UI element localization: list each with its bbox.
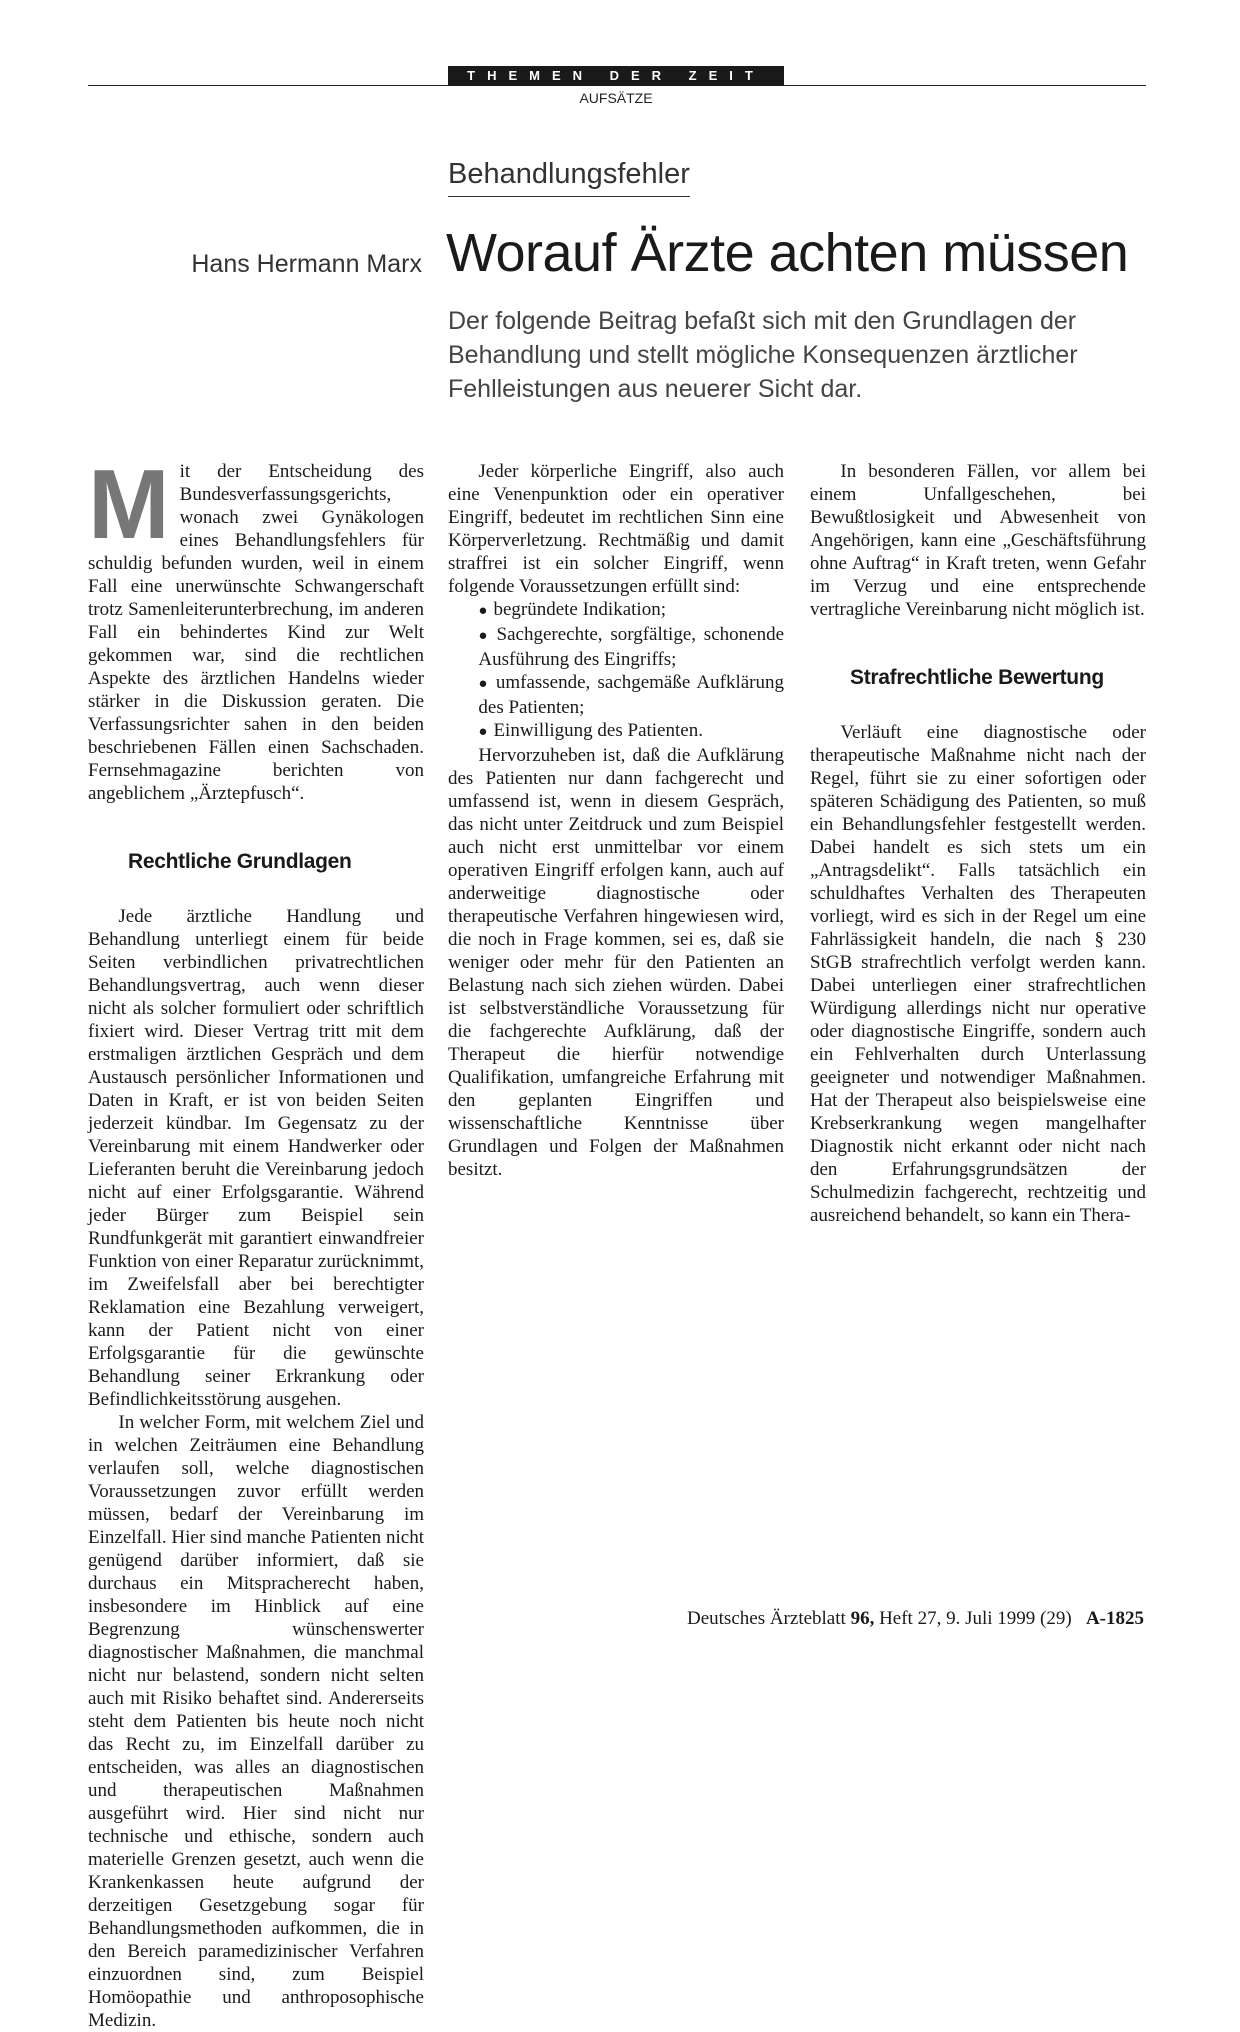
paragraph-cont-1: In welcher Form, mit welchem Ziel und in welchen Zeiträumen eine Behandlung verlaufen soll, welche diagnostischen Voraussetzungen zuvor erfüllt werden müssen, bedarf der Vereinbarung im Einzelfall. Hier sind manche Patienten nicht genügend darüber informiert, daß sie durchaus ein Mitspracherecht haben, insbesondere im Hinblick auf eine Begrenzung wünschenswerter diagnostischer Maßnahmen, die manchmal nicht nur belastend, sondern nicht selten auch mit Risiko behaftet sind. Andererseits steht dem Patienten bis heute noch nicht das Recht zu, im Einzelfall darüber zu entscheiden, was alles an diagnostischen und therapeutischen Maßnahmen ausgeführt wird. Hier sind nicht nur technische und ethische, sondern auch materielle Grenzen gesetzt, auch wenn die Krankenkassen heute aufgrund der derzeitigen Gesetzgebung sogar für Behandlungsmethoden aufkommen, die in den Bereich paramedizinischer Verfahren einzuordnen sind, zum Beispiel Homöopathie und anthroposophische Medizin. — [88, 1412, 424, 2031]
subsection-label: AUFSÄTZE — [579, 90, 653, 106]
list-item: ● Einwilligung des Patienten. — [448, 719, 784, 744]
section-heading-legal-basis: Rechtliche Grundlagen — [128, 850, 352, 873]
journal-name: Deutsches Ärzteblatt — [687, 1608, 846, 1629]
list-item: ● begründete Indikation; — [448, 598, 784, 623]
section-heading-criminal-assessment: Strafrechtliche Bewertung — [850, 666, 1104, 689]
article-lead: Der folgende Beitrag befaßt sich mit den Grundlagen der Behandlung und stellt mögliche Konsequenzen ärztlicher Fehlleistungen aus neuerer Sicht dar. — [448, 307, 1078, 403]
text-column-1 — [88, 449, 424, 2032]
intro-paragraph — [88, 449, 424, 805]
text-column-3 — [810, 460, 1146, 1227]
section-label: THEMEN DER ZEIT — [448, 66, 784, 86]
drop-cap: M — [88, 449, 170, 559]
journal-volume: 96, — [850, 1608, 875, 1629]
paragraph: Jede ärztliche Handlung und Behandlung unterliegt einem für beide Seiten verbindlichen privatrechtlichen Behandlungsvertrag, auch wenn dieser nicht als solcher formuliert oder schriftlich fixiert wird. Dieser Vertrag tritt mit dem erstmaligen ärztlichen Gespräch und dem Austausch persönlicher Informationen und Daten in Kraft, er ist von beiden Seiten jederzeit kündbar. Im Gegensatz zu der Vereinbarung mit einem Handwerker oder Lieferanten beruht die Vereinbarung jedoch nicht auf einer Erfolgsgarantie. Während jeder Bürger zum Beispiel sein Rundfunkgerät mit garantiert einwandfreier Funktion von einer Reparatur zurücknimmt, im Zweifelsfall aber bei berechtigter Reklamation eine Bezahlung verweigert, kann der Patient nicht von einer Erfolgsgarantie für die gewünschte Behandlung seiner Erkrankung oder Befindlichkeitsstörung ausgehen. — [88, 906, 424, 1410]
paragraph: Jeder körperliche Eingriff, also auch eine Venenpunktion oder ein operativer Eingriff, bedeutet im rechtlichen Sinn eine Körperverletzung. Rechtmäßig und damit straffrei ist ein solcher Eingriff, wenn folgende Voraussetzungen erfüllt sind: — [448, 461, 784, 597]
requirements-list — [448, 598, 784, 744]
page-footer — [687, 1608, 1144, 1630]
article-kicker: Behandlungsfehler — [448, 158, 690, 197]
author-name: Hans Hermann Marx — [191, 250, 422, 278]
paragraph: Hervorzuheben ist, daß die Aufklärung des Patienten nur dann fachgerecht und umfassend ist, wenn in diesem Gespräch, das nicht unter Zeitdruck und zum Beispiel auch nicht erst unmittelbar vor einem operativen Eingriff erfolgen kann, auch auf anderweitige diagnostische oder therapeutische Verfahren hingewiesen wird, die noch in Frage kommen, sei es, daß sie weniger oder mehr für den Patienten an Belastung nach sich ziehen würden. Dabei ist selbstverständliche Voraussetzung für die fachgerechte Aufklärung, daß der Therapeut die hierfür notwendige Qualifikation, umfangreiche Erfahrung mit den geplanten Eingriffen und wissenschaftliche Kenntnisse über Grundlagen und Folgen der Maßnahmen besitzt. — [448, 745, 784, 1180]
list-item: ● Sachgerechte, sorgfältige, schonende Ausführung des Eingriffs; — [448, 623, 784, 671]
paragraph: Verläuft eine diagnostische oder therapeutische Maßnahme nicht nach der Regel, führt sie zu einer sofortigen oder späteren Schädigung des Patienten, so muß ein Behandlungsfehler festgestellt werden. Dabei handelt es sich stets um ein „Antragsdelikt“. Falls tatsächlich ein schuldhaftes Verhalten des Therapeuten vorliegt, wird es sich in der Regel um eine Fahrlässigkeit handeln, die nach § 230 StGB strafrechtlich verfolgt werden kann. Dabei unterliegen einer strafrechtlichen Würdigung allerdings nicht nur operative oder diagnostische Eingriffe, sondern auch ein Fehlverhalten durch Unterlassung geeigneter und notwendiger Maßnahmen. Hat der Therapeut also beispielsweise eine Krebserkrankung wegen mangelhafter Diagnostik nicht erkannt oder nicht nach den Erfahrungsgrundsätzen der Schulmedizin fachgerecht, rechtzeitig und ausreichend behandelt, so kann ein Thera- — [810, 722, 1146, 1226]
text-column-2 — [448, 460, 784, 1181]
journal-issue: Heft 27, 9. Juli 1999 (29) — [879, 1608, 1072, 1629]
paragraph: In besonderen Fällen, vor allem bei einem Unfallgeschehen, bei Bewußtlosigkeit und Abwesenheit von Angehörigen, kann eine „Geschäftsführung ohne Auftrag“ in Kraft treten, wenn Gefahr im Verzug und eine entsprechende vertragliche Vereinbarung nicht möglich ist. — [810, 461, 1146, 620]
page-number: A-1825 — [1085, 1608, 1144, 1629]
article-title: Worauf Ärzte achten müssen — [446, 223, 1129, 283]
intro-text: it der Entscheidung des Bundesverfassungsgerichts, wonach zwei Gynäkologen eines Behandlungsfehlers für schuldig befunden wurden, weil in einem Fall eine unerwünschte Schwangerschaft trotz Samenleiterunterbrechung, im anderen Fall ein behindertes Kind zur Welt gekommen war, sind die rechtlichen Aspekte des ärztlichen Handelns wieder stärker in die Diskussion geraten. Die Verfassungsrichter sahen in den beiden beschriebenen Fällen einen Sachschaden. Fernsehmagazine berichten von angeblichem „Ärztepfusch“. — [88, 461, 424, 804]
list-item: ● umfassende, sachgemäße Aufklärung des Patienten; — [448, 671, 784, 719]
